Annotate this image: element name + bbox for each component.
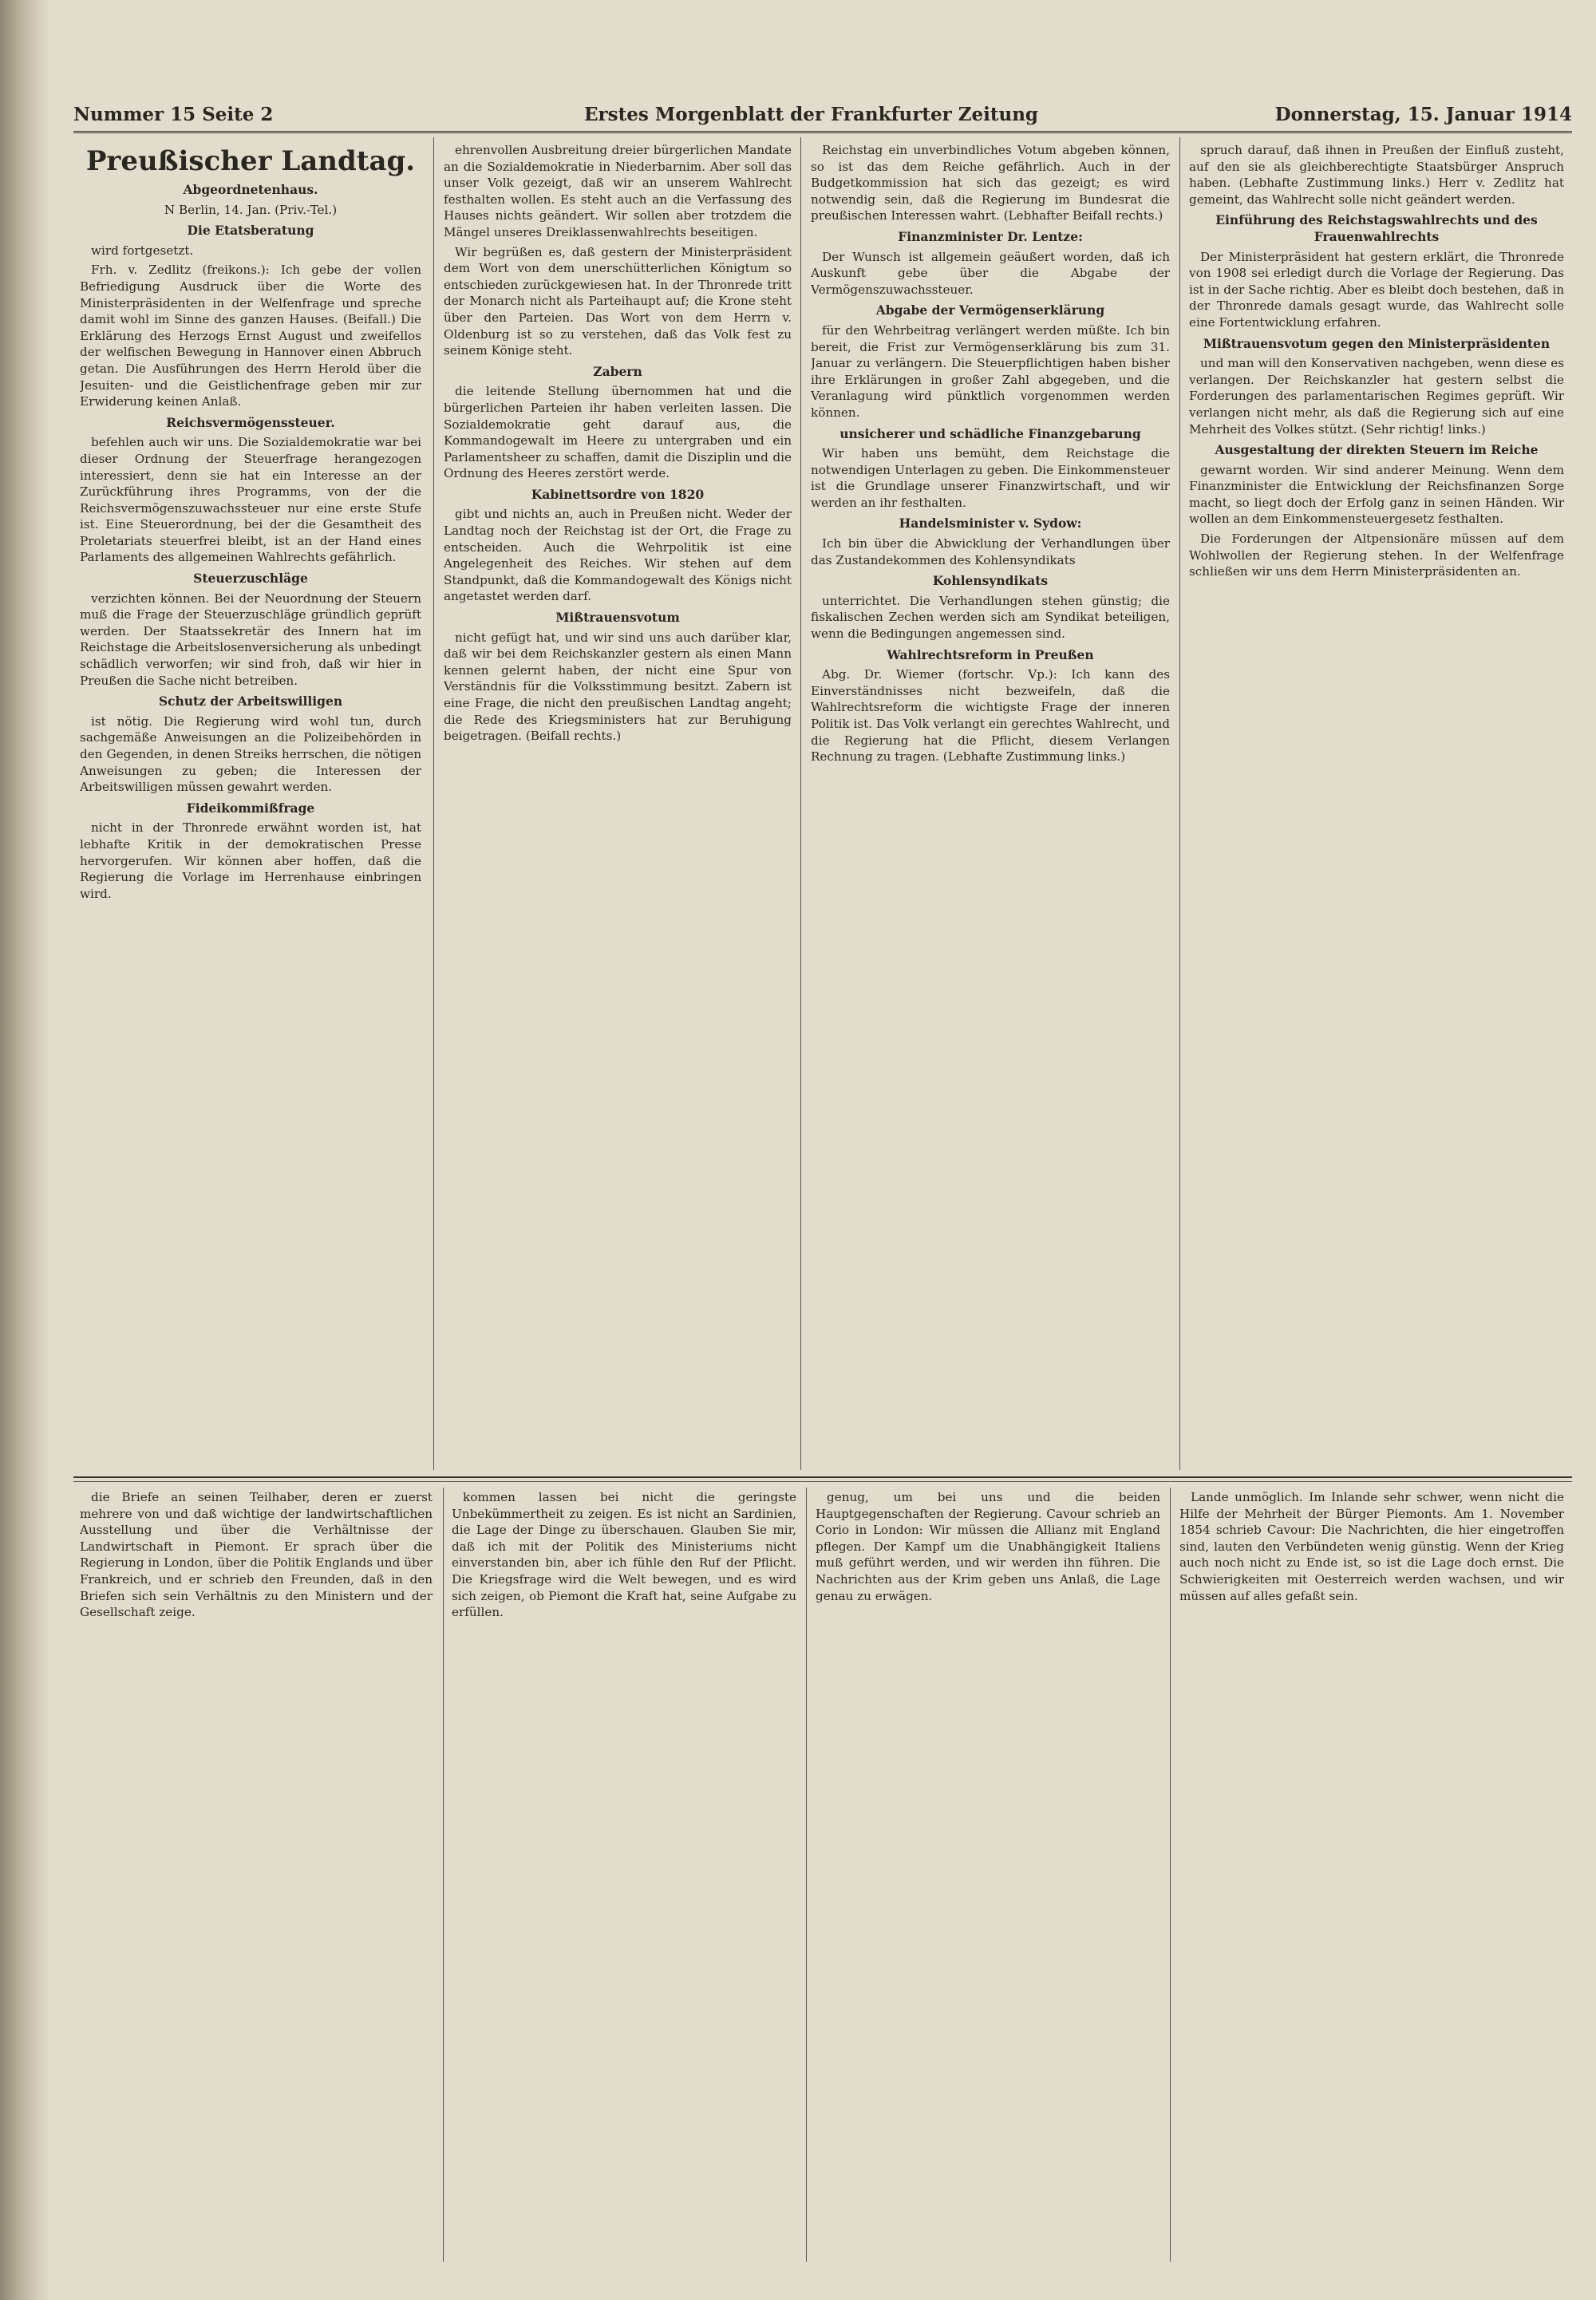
paragraph: ist nötig. Die Regierung wird wohl tun, durch sachgemäße Anweisungen an die Polizeibehörden in den Gegenden, in denen Streiks herrschen, die nötigen Anweisungen zu geben; die Interessen der Arbeitswilligen müssen gewahrt werden. <box>80 713 421 795</box>
paragraph: gibt und nichts an, auch in Preußen nicht. Weder der Landtag noch der Reichstag ist der Ort, die Frage zu entscheiden. Auch die Wehrpolitik ist eine Angelegenheit des Reiches. Wir stehen auf dem Standpunkt, daß die Kommandogewalt des Königs nicht angetastet werden darf. <box>444 507 792 604</box>
paragraph: ehrenvollen Ausbreitung dreier bürgerlichen Mandate an die Sozialdemokratie in Niederbarnim. Aber soll das unser Volk gezeigt, daß wir an unserem Wahlrecht festhalten wollen. Es steht auch an die Verfassung des Hauses nichts geändert. Wir sollen aber trotzdem die Mängel unseres Dreiklassenwahlrechts beseitigen. <box>444 143 792 239</box>
section-heading: Reichsvermögenssteuer. <box>166 414 335 430</box>
paragraph: genug, um bei uns und die beiden Hauptgegenschaften der Regierung. Cavour schrieb an Corio in London: Wir müssen die Allianz mit England pflegen. Der Kampf um die Unabhängigkeit Italiens muß geführt werden, und wir werden ihn führen. Die Nachrichten aus der Krim geben uns Anlaß, die Lage genau zu erwägen. <box>816 1490 1160 1603</box>
section-heading: Mißtrauensvotum <box>555 610 680 626</box>
paragraph: Der Wunsch ist allgemein geäußert worden, daß ich Auskunft gebe über die Abgabe der Vermögenszuwachssteuer. <box>811 249 1170 297</box>
section-heading: unsicherer und schädliche Finanzgebarung <box>839 425 1141 441</box>
paragraph: und man will den Konservativen nachgeben, wenn diese es verlangen. Der Reichskanzler hat gestern selbst die Forderungen des parlamentarischen Regimes geprüft. Wir verlangen nicht mehr, als daß die Regierung sich auf eine Mehrheit des Volkes stützt. (Sehr richtig! links.) <box>1189 356 1564 437</box>
paragraph: Wir begrüßen es, daß gestern der Ministerpräsident dem Wort von dem unerschütterlichen Königtum so entschieden zurückgewiesen hat. In der Thronrede tritt der Monarch nicht als Parteihaupt auf; die Krone steht über den Parteien. Das Wort von dem Herrn v. Oldenburg ist so zu verstehen, daß das Volk fest zu seinem Könige steht. <box>444 244 792 358</box>
paragraph: Der Ministerpräsident hat gestern erklärt, die Thronrede von 1908 sei erledigt durch die Vorlage der Regierung. Das ist in der Sache richtig. Aber es bleibt doch bestehen, daß in der Thronrede damals gesagt wurde, das Wahlrecht solle eine Fortentwicklung erfahren. <box>1189 249 1564 330</box>
page-binding-edge <box>0 0 49 2300</box>
column-rule <box>800 137 801 1470</box>
feuilleton-divider <box>73 1476 1572 1478</box>
section-heading: Handelsminister v. Sydow: <box>899 516 1082 532</box>
section-heading: Steuerzuschläge <box>193 571 308 587</box>
dateline: N Berlin, 14. Jan. (Priv.-Tel.) <box>164 202 338 217</box>
article-column-2 <box>444 142 792 1467</box>
paragraph: die Briefe an seinen Teilhaber, deren er zuerst mehrere von und daß wichtige der landwirtschaftlichen Ausstellung und über die Verhältnisse der Landwirtschaft in Piemont. Er sprach über die Regierung in London, über die Politik Englands und über Frankreich, und er schrieb den Freunden, daß in den Briefen sich sein Verhältnis zu den Ministern und der Gesellschaft zeige. <box>80 1490 433 1620</box>
section-heading: Schutz der Arbeitswilligen <box>158 694 343 709</box>
paragraph: Abg. Dr. Wiemer (fortschr. Vp.): Ich kann des Einverständnisses nicht bezweifeln, daß die Wahlrechtsreform die wichtigste Frage der inneren Politik ist. Das Volk verlangt ein gerechtes Wahlrecht, und die Regierung hat die Pflicht, diesem Verlangen Rechnung zu tragen. (Lebhafte Zustimmung links.) <box>811 667 1170 765</box>
paragraph: Die Forderungen der Altpensionäre müssen auf dem Wohlwollen der Regierung stehen. In der Welfenfrage schließen wir uns dem Herrn Ministerpräsidenten an. <box>1189 532 1564 579</box>
section-heading: Fideikommißfrage <box>186 800 315 816</box>
section-heading: Mißtrauensvotum gegen den Ministerpräsidenten <box>1203 335 1551 351</box>
feuilleton-column-3 <box>816 1489 1160 2255</box>
issue-number: Nummer 15 Seite 2 <box>73 104 274 125</box>
section-heading: Zabern <box>593 363 642 379</box>
paragraph: Frh. v. Zedlitz (freikons.): Ich gebe der vollen Befriedigung Ausdruck über die Worte des Ministerpräsidenten in der Welfenfrage und spreche damit wohl im Sinne des ganzen Hauses. (Beifall.) Die Erklärung des Herzogs Ernst August und zweifellos der welfischen Bewegung in Hannover einen Abbruch getan. Die Ausführungen des Herrn Herold über die Jesuiten- und die Geistlichenfrage geben mir zur Erwiderung keinen Anlaß. <box>80 263 421 409</box>
section-heading: Kohlensyndikats <box>932 573 1049 589</box>
paragraph: nicht in der Thronrede erwähnt worden ist, hat lebhafte Kritik in der demokratischen Presse hervorgerufen. Wir können aber hoffen, daß die Regierung die Vorlage im Herrenhause einbringen wird. <box>80 820 421 901</box>
article-subtitle: Abgeordnetenhaus. <box>183 182 318 197</box>
paragraph: Lande unmöglich. Im Inlande sehr schwer, wenn nicht die Hilfe der Mehrheit der Bürger Piemonts. Am 1. November 1854 schrieb Cavour: Die Nachrichten, die hier eingetroffen sind, lauten den Verbündeten wenig günstig. Wenn der Krieg auch noch nicht zu Ende ist, so ist die Lage doch ernst. Die Schwierigkeiten mit Oesterreich werden wachsen, und wir müssen auf alles gefaßt sein. <box>1179 1490 1564 1603</box>
feuilleton-divider-thin <box>73 1481 1572 1482</box>
paragraph: Reichstag ein unverbindliches Votum abgeben können, so ist das dem Reiche gefährlich. Auch in der Budgetkommission hat sich das gezeigt; es wird notwendig sein, daß die Regierung im Bundesrat die preußischen Interessen wahrt. (Lebhafter Beifall rechts.) <box>811 143 1170 223</box>
issue-date: Donnerstag, 15. Januar 1914 <box>1274 104 1572 125</box>
section-heading: Die Etatsberatung <box>187 223 314 239</box>
column-rule <box>1179 137 1180 1470</box>
section-heading: Einführung des Reichstagswahlrechts und des Frauenwahlrechts <box>1215 212 1538 244</box>
section-heading: Abgabe der Vermögenserklärung <box>875 302 1105 318</box>
feuilleton-column-4 <box>1179 1489 1564 2255</box>
column-rule <box>433 137 434 1470</box>
paragraph: gewarnt worden. Wir sind anderer Meinung. Wenn dem Finanzminister die Entwicklung der Reichsfinanzen Sorge macht, so liegt doch der Erfolg ganz in seinen Händen. Wir wollen an dem Einkommensteuergesetz festhalten. <box>1189 462 1564 527</box>
article-column-1 <box>80 142 421 1467</box>
paragraph: Wir haben uns bemüht, dem Reichstage die notwendigen Unterlagen zu geben. Die Einkommensteuer ist die Grundlage unserer Finanzwirtschaft, und wir werden an ihr festhalten. <box>811 446 1170 510</box>
page-header <box>73 99 1572 133</box>
section-heading: Finanzminister Dr. Lentze: <box>898 228 1083 244</box>
paragraph: kommen lassen bei nicht die geringste Unbekümmertheit zu zeigen. Es ist nicht an Sardinien, die Lage der Dinge zu überschauen. Glauben Sie mir, daß ich mit der Politik des Ministeriums nicht einverstanden bin, aber ich fühle den Ruf der Pflicht. Die Kriegsfrage wird die Welt bewegen, und es wird sich zeigen, ob Piemont die Kraft hat, seine Aufgabe zu erfüllen. <box>452 1490 796 1620</box>
paragraph: unterrichtet. Die Verhandlungen stehen günstig; die fiskalischen Zechen werden sich am Syndikat beteiligen, wenn die Bedingungen angemessen sind. <box>811 593 1170 642</box>
column-rule <box>443 1488 444 2262</box>
paragraph: nicht gefügt hat, und wir sind uns auch darüber klar, daß wir bei dem Reichskanzler gestern als einen Mann kennen gelernt haben, der nicht eine Spur von Verständnis für die Volksstimmung besitzt. Zabern ist eine Frage, die nicht den preußischen Landtag angeht; die Rede des Kriegsministers hat zur Beruhigung beigetragen. (Beifall rechts.) <box>444 630 792 744</box>
section-heading: Kabinettsordre von 1820 <box>531 486 705 502</box>
paragraph: die leitende Stellung übernommen hat und die bürgerlichen Parteien ihr haben verleiten lassen. Die Sozialdemokratie geht darauf aus, die Kommandogewalt im Heere zu untergraben und ein Parlamentsheer zu schaffen, damit die Disziplin und die Ordnung des Heeres zerstört werde. <box>444 384 792 481</box>
section-heading: Ausgestaltung der direkten Steuern im Reiche <box>1215 442 1539 458</box>
column-rule <box>1170 1488 1171 2262</box>
feuilleton-column-2 <box>452 1489 796 2255</box>
paragraph: spruch darauf, daß ihnen in Preußen der Einfluß zusteht, auf den sie als gleichberechtigte Staatsbürger Anspruch haben. (Lebhafte Zustimmung links.) Herr v. Zedlitz hat gemeint, das Wahlrecht solle nicht geändert werden. <box>1189 143 1564 207</box>
paragraph: verzichten können. Bei der Neuordnung der Steuern muß die Frage der Steuerzuschläge gründlich geprüft werden. Der Staatssekretär des Innern hat im Reichstage die Arbeitslosenversicherung als unbedingt schädlich verworfen; wir sind froh, daß wir hier in Preußen die Sache nicht betreiben. <box>80 591 421 688</box>
paragraph: für den Wehrbeitrag verlängert werden müßte. Ich bin bereit, die Frist zur Vermögenserklärung bis zum 31. Januar zu verlängern. Die Steuerpflichtigen haben bisher ihre Erklärungen in großer Zahl abgegeben, und die Veranlagung wird pünktlich vorgenommen werden können. <box>811 322 1170 420</box>
article-column-4 <box>1189 142 1564 1467</box>
feuilleton-column-1 <box>80 1489 433 2255</box>
paragraph: Ich bin über die Abwicklung der Verhandlungen über das Zustandekommen des Kohlensyndikats <box>811 536 1170 567</box>
article-column-3 <box>811 142 1170 1467</box>
masthead-title: Erstes Morgenblatt der Frankfurter Zeitung <box>584 104 1039 125</box>
paragraph: befehlen auch wir uns. Die Sozialdemokratie war bei dieser Ordnung der Steuerfrage herangezogen interessiert, denn sie hat ein Interesse an der Zurückführung ihres Programms, von der die Reichsvermögenszuwachssteuer nur eine erste Stufe ist. Eine Steuerordnung, bei der die Gesamtheit des Proletariats steuerfrei bleibt, ist an der Hand eines Parlaments des allgemeinen Wahlrechts gefährlich. <box>80 435 421 565</box>
article-title: Preußischer Landtag. <box>85 145 416 177</box>
section-heading: Wahlrechtsreform in Preußen <box>887 646 1094 662</box>
column-rule <box>806 1488 807 2262</box>
paragraph: wird fortgesetzt. <box>91 243 194 258</box>
